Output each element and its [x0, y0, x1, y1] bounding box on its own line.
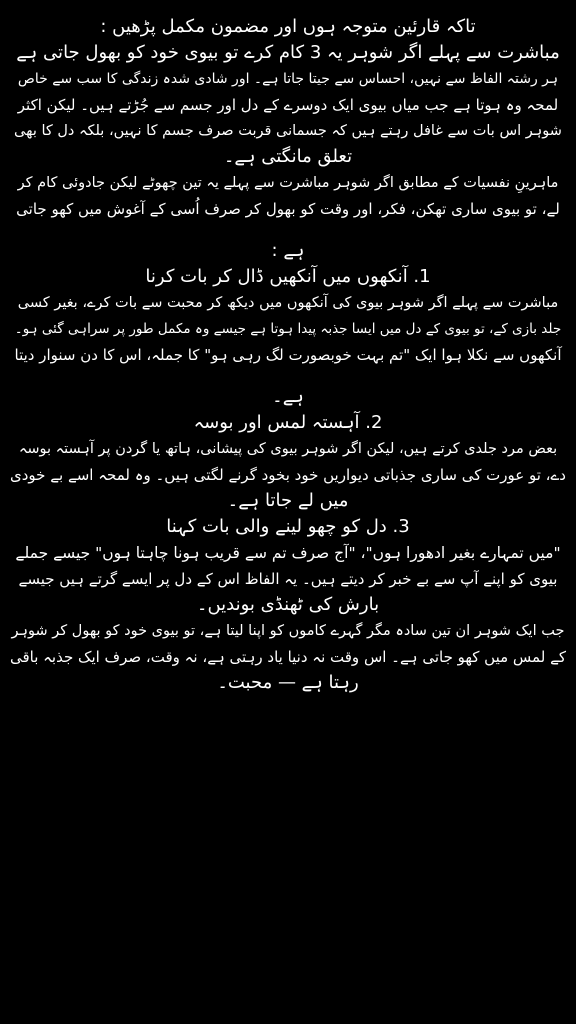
section2-line-2: دے، تو عورت کی ساری جذباتی دیواریں خود بخود گرنے لگتی ہیں۔ وہ لمحہ اسے بے خودی: [10, 466, 566, 484]
section3-line-3: بارش کی ٹھنڈی بوندیں۔: [196, 594, 380, 615]
closing-line-2: کے لمس میں کھو جاتی ہے۔ اس وقت نہ دنیا یاد رہتی ہے، نہ وقت، صرف ایک جذبہ باقی: [9, 648, 566, 666]
section3-heading: 3. دل کو چھو لینے والی بات کہنا: [166, 516, 410, 537]
closing-line-1: جب ایک شوہر ان تین سادہ مگر گہرے کاموں کو اپنا لیتا ہے، تو بیوی خود کو بھول کر شوہر: [11, 623, 565, 639]
section1-line-2: جلد بازی کے، تو بیوی کے دل میں ایسا جذبہ پیدا ہوتا ہے جیسے وہ مکمل طور پر سراہی گئی ہو۔: [14, 321, 562, 337]
para1-line-3: شوہر اس بات سے غافل رہتے ہیں کہ جسمانی قربت صرف جسم کا نہیں، بلکہ دل کا بھی: [14, 123, 562, 139]
para1-line-1: ہر رشتہ الفاظ سے نہیں، احساس سے جیتا جاتا ہے۔ اور شادی شدہ زندگی کا سب سے خاص: [17, 71, 559, 87]
section2-line-3: میں لے جاتا ہے۔: [227, 490, 349, 511]
section1-line-4: ہے۔: [272, 386, 304, 407]
para2-line-1: ماہرینِ نفسیات کے مطابق اگر شوہر مباشرت سے پہلے یہ تین چھوٹے لیکن جادوئی کام کر: [17, 175, 559, 191]
section1-line-1: مباشرت سے پہلے اگر شوہر بیوی کی آنکھوں میں دیکھ کر محبت سے بات کرے، بغیر کسی: [17, 295, 559, 311]
section2-heading: 2. آہستہ لمس اور بوسہ: [193, 412, 383, 433]
section1-line-3: آنکھوں سے نکلا ہوا ایک "تم بہت خوبصورت لگ رہی ہو" کا جملہ، اس کا دن سنوار دیتا: [14, 346, 562, 364]
section3-line-2: بیوی کو اپنے آپ سے بے خبر کر دیتے ہیں۔ یہ الفاظ اس کے دل پر ایسے گرتے ہیں جیسے: [18, 570, 558, 588]
section3-line-1: "میں تمہارے بغیر ادھورا ہوں"، "آج صرف تم سے قریب ہونا چاہتا ہوں" جیسے جملے: [15, 544, 561, 562]
intro-title: مباشرت سے پہلے اگر شوہر یہ 3 کام کرے تو بیوی خود کو بھول جاتی ہے: [16, 42, 560, 63]
para1-line-4: تعلق مانگتی ہے۔: [223, 146, 353, 167]
intro-line-1: تاکہ قارئین متوجہ ہوں اور مضمون مکمل پڑھیں :: [100, 16, 476, 37]
section2-line-1: بعض مرد جلدی کرتے ہیں، لیکن اگر شوہر بیوی کی پیشانی، ہاتھ یا گردن پر آہستہ بوسہ: [18, 441, 558, 457]
para1-line-2: لمحہ وہ ہوتا ہے جب میاں بیوی ایک دوسرے کے دل اور جسم سے جُڑتے ہیں۔ لیکن اکثر: [17, 96, 559, 114]
para2-line-2: لے، تو بیوی ساری تھکن، فکر، اور وقت کو بھول کر صرف اُسی کے آغوش میں کھو جاتی: [16, 200, 560, 218]
section1-heading: 1. آنکھوں میں آنکھیں ڈال کر بات کرنا: [145, 266, 431, 287]
article: [10, 14, 566, 696]
para2-line-3: ہے :: [271, 240, 305, 261]
closing-line-3: رہتا ہے — محبت۔: [217, 672, 359, 693]
